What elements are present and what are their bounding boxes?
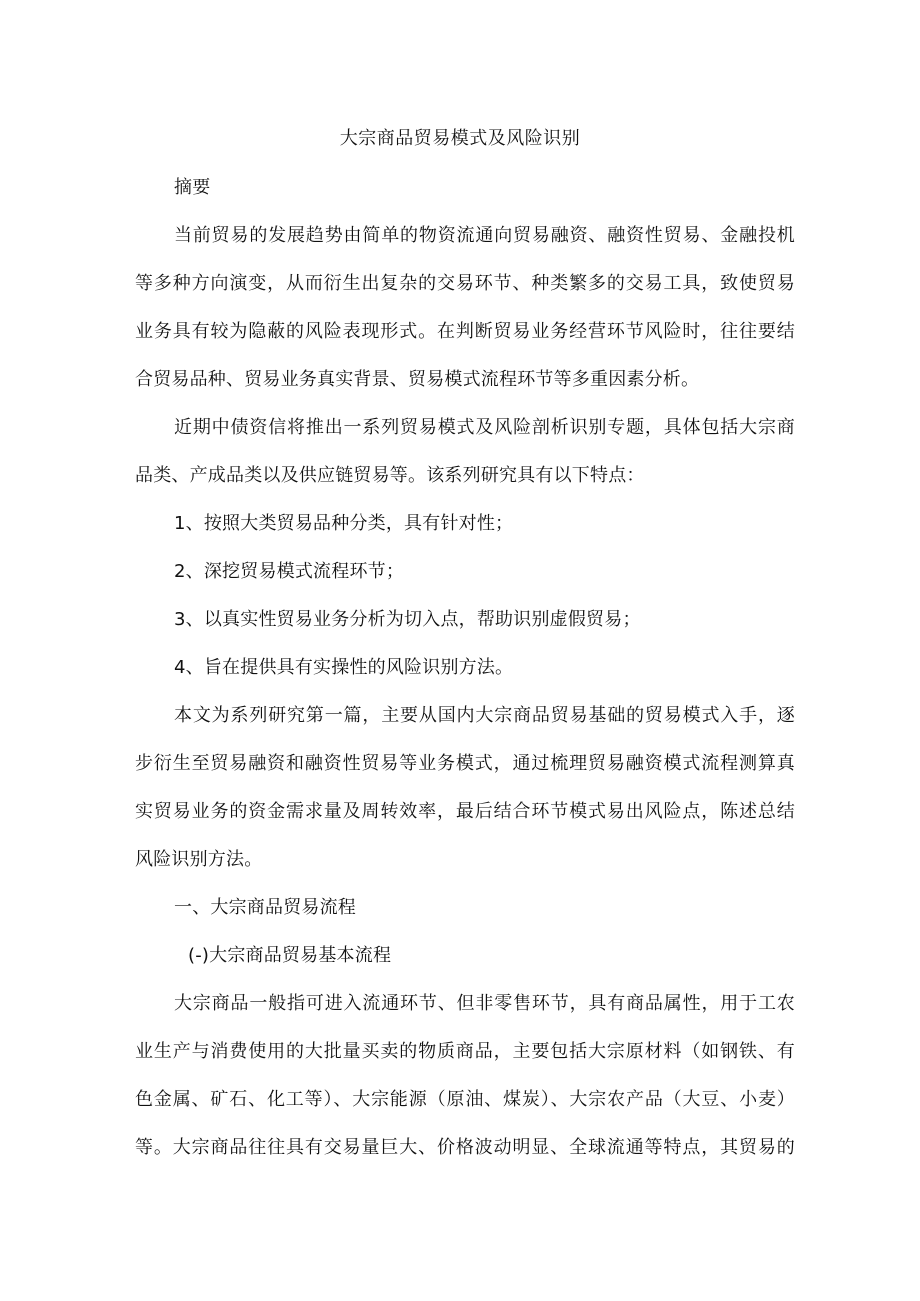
feature-item: 4、旨在提供具有实操性的风险识别方法。 — [174, 657, 514, 678]
paragraph-line: 业务具有较为隐蔽的风险表现形式。在判断贸易业务经营环节风险时，往往要结 — [135, 321, 795, 342]
paragraph-line: 等。大宗商品往往具有交易量巨大、价格波动明显、全球流通等特点，其贸易的 — [135, 1137, 795, 1158]
feature-item: 1、按照大类贸易品种分类，具有针对性； — [174, 513, 514, 534]
paragraph-line: 合贸易品种、贸易业务真实背景、贸易模式流程环节等多重因素分析。 — [135, 369, 700, 390]
paragraph-line: 风险识别方法。 — [135, 849, 263, 870]
document-title: 大宗商品贸易模式及风险识别 — [339, 128, 581, 149]
paragraph-line: 实贸易业务的资金需求量及周转效率，最后结合环节模式易出风险点，陈述总结 — [135, 801, 795, 822]
section-heading: 一、大宗商品贸易流程 — [174, 897, 356, 918]
feature-item: 3、以真实性贸易业务分析为切入点，帮助识别虚假贸易； — [174, 609, 641, 630]
paragraph-line: 本文为系列研究第一篇，主要从国内大宗商品贸易基础的贸易模式入手，逐 — [174, 705, 795, 726]
abstract-heading: 摘要 — [174, 177, 211, 198]
paragraph-line: 色金属、矿石、化工等）、大宗能源（原油、煤炭）、大宗农产品（大豆、小麦） — [135, 1089, 795, 1110]
feature-item: 2、深挖贸易模式流程环节； — [174, 561, 405, 582]
paragraph-line: 近期中债资信将推出一系列贸易模式及风险剖析识别专题，具体包括大宗商 — [174, 417, 795, 438]
subsection-heading: (-)大宗商品贸易基本流程 — [188, 945, 392, 966]
paragraph-line: 业生产与消费使用的大批量买卖的物质商品，主要包括大宗原材料（如钢铁、有 — [135, 1041, 795, 1062]
paragraph-line: 等多种方向演变，从而衍生出复杂的交易环节、种类繁多的交易工具，致使贸易 — [135, 273, 795, 294]
paragraph-line: 大宗商品一般指可进入流通环节、但非零售环节，具有商品属性，用于工农 — [174, 993, 795, 1014]
paragraph-line: 品类、产成品类以及供应链贸易等。该系列研究具有以下特点： — [135, 465, 645, 486]
paragraph-line: 当前贸易的发展趋势由简单的物资流通向贸易融资、融资性贸易、金融投机 — [174, 225, 795, 246]
paragraph-line: 步衍生至贸易融资和融资性贸易等业务模式，通过梳理贸易融资模式流程测算真 — [135, 753, 795, 774]
